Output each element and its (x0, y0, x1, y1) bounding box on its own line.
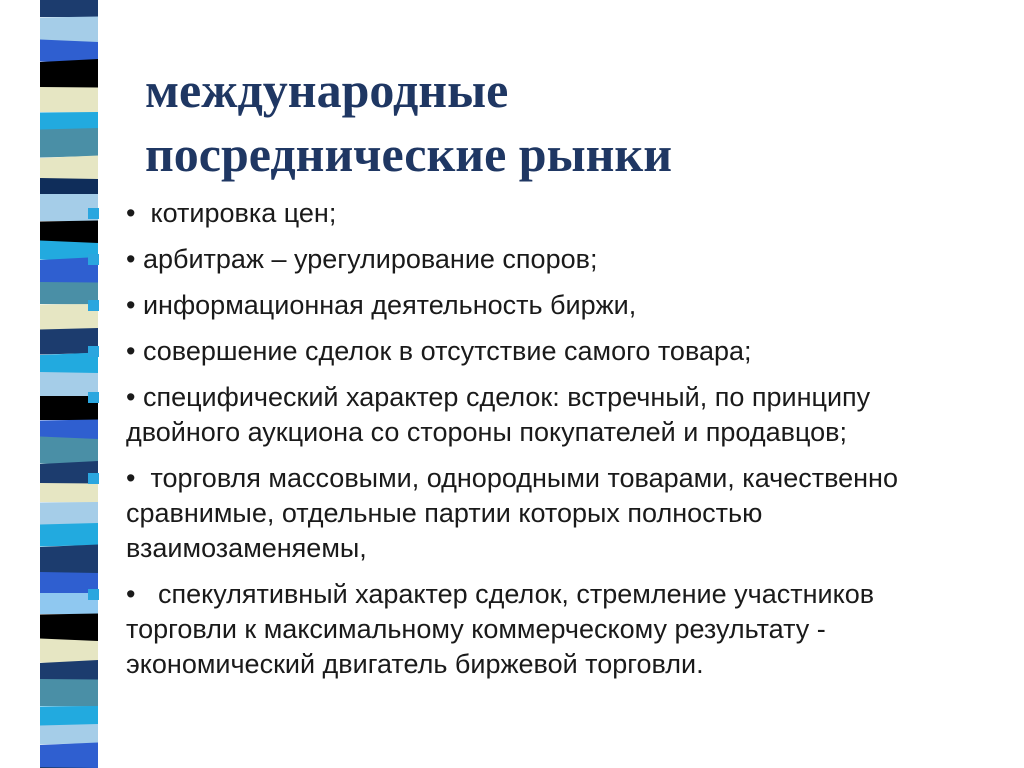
bullet-square-icon (88, 254, 99, 265)
bullet-list (88, 196, 988, 693)
stripe-segment (40, 17, 98, 44)
bullet-text-1: • котировка цен; (126, 198, 337, 228)
bullet-square-icon (88, 208, 99, 219)
slide-title-line-2: посреднические рынки (145, 126, 673, 182)
stripe-segment (40, 59, 98, 91)
bullet-item-4 (88, 334, 988, 369)
bullet-text-6: • торговля массовыми, однородными товарами, качественно сравнимые, отдельные партии которых полностью взаимозаменяемы, (126, 463, 906, 563)
bullet-square-icon (88, 346, 99, 357)
slide-title-line-1: международные (145, 62, 509, 118)
bullet-item-7 (88, 577, 988, 682)
stripe-left-mask (0, 0, 40, 768)
bullet-text-2: • арбитраж – урегулирование споров; (126, 244, 598, 274)
stripe-segment (40, 743, 98, 768)
bullet-text-5: • специфический характер сделок: встречный, по принципу двойного аукциона со стороны покупателей и продавцов; (126, 382, 878, 447)
bullet-square-icon (88, 589, 99, 600)
bullet-item-1 (88, 196, 988, 231)
bullet-item-5 (88, 380, 988, 450)
bullet-text-7: • спекулятивный характер сделок, стремление участников торговли к максимальному коммерческому результату - экономический двигатель биржевой торговли. (126, 579, 882, 679)
bullet-text-4: • совершение сделок в отсутствие самого товара; (126, 336, 752, 366)
stripe-segment (40, 128, 98, 158)
bullet-item-2 (88, 242, 988, 277)
slide-title (145, 58, 985, 186)
bullet-text-3: • информационная деятельность биржи, (126, 290, 637, 320)
stripe-segment (40, 0, 98, 17)
stripe-segment (40, 156, 98, 183)
bullet-item-3 (88, 288, 988, 323)
stripe-segment (40, 724, 98, 745)
bullet-square-icon (88, 392, 99, 403)
bullet-item-6 (88, 461, 988, 566)
bullet-square-icon (88, 300, 99, 311)
bullet-square-icon (88, 473, 99, 484)
stripe-segment (40, 87, 98, 113)
